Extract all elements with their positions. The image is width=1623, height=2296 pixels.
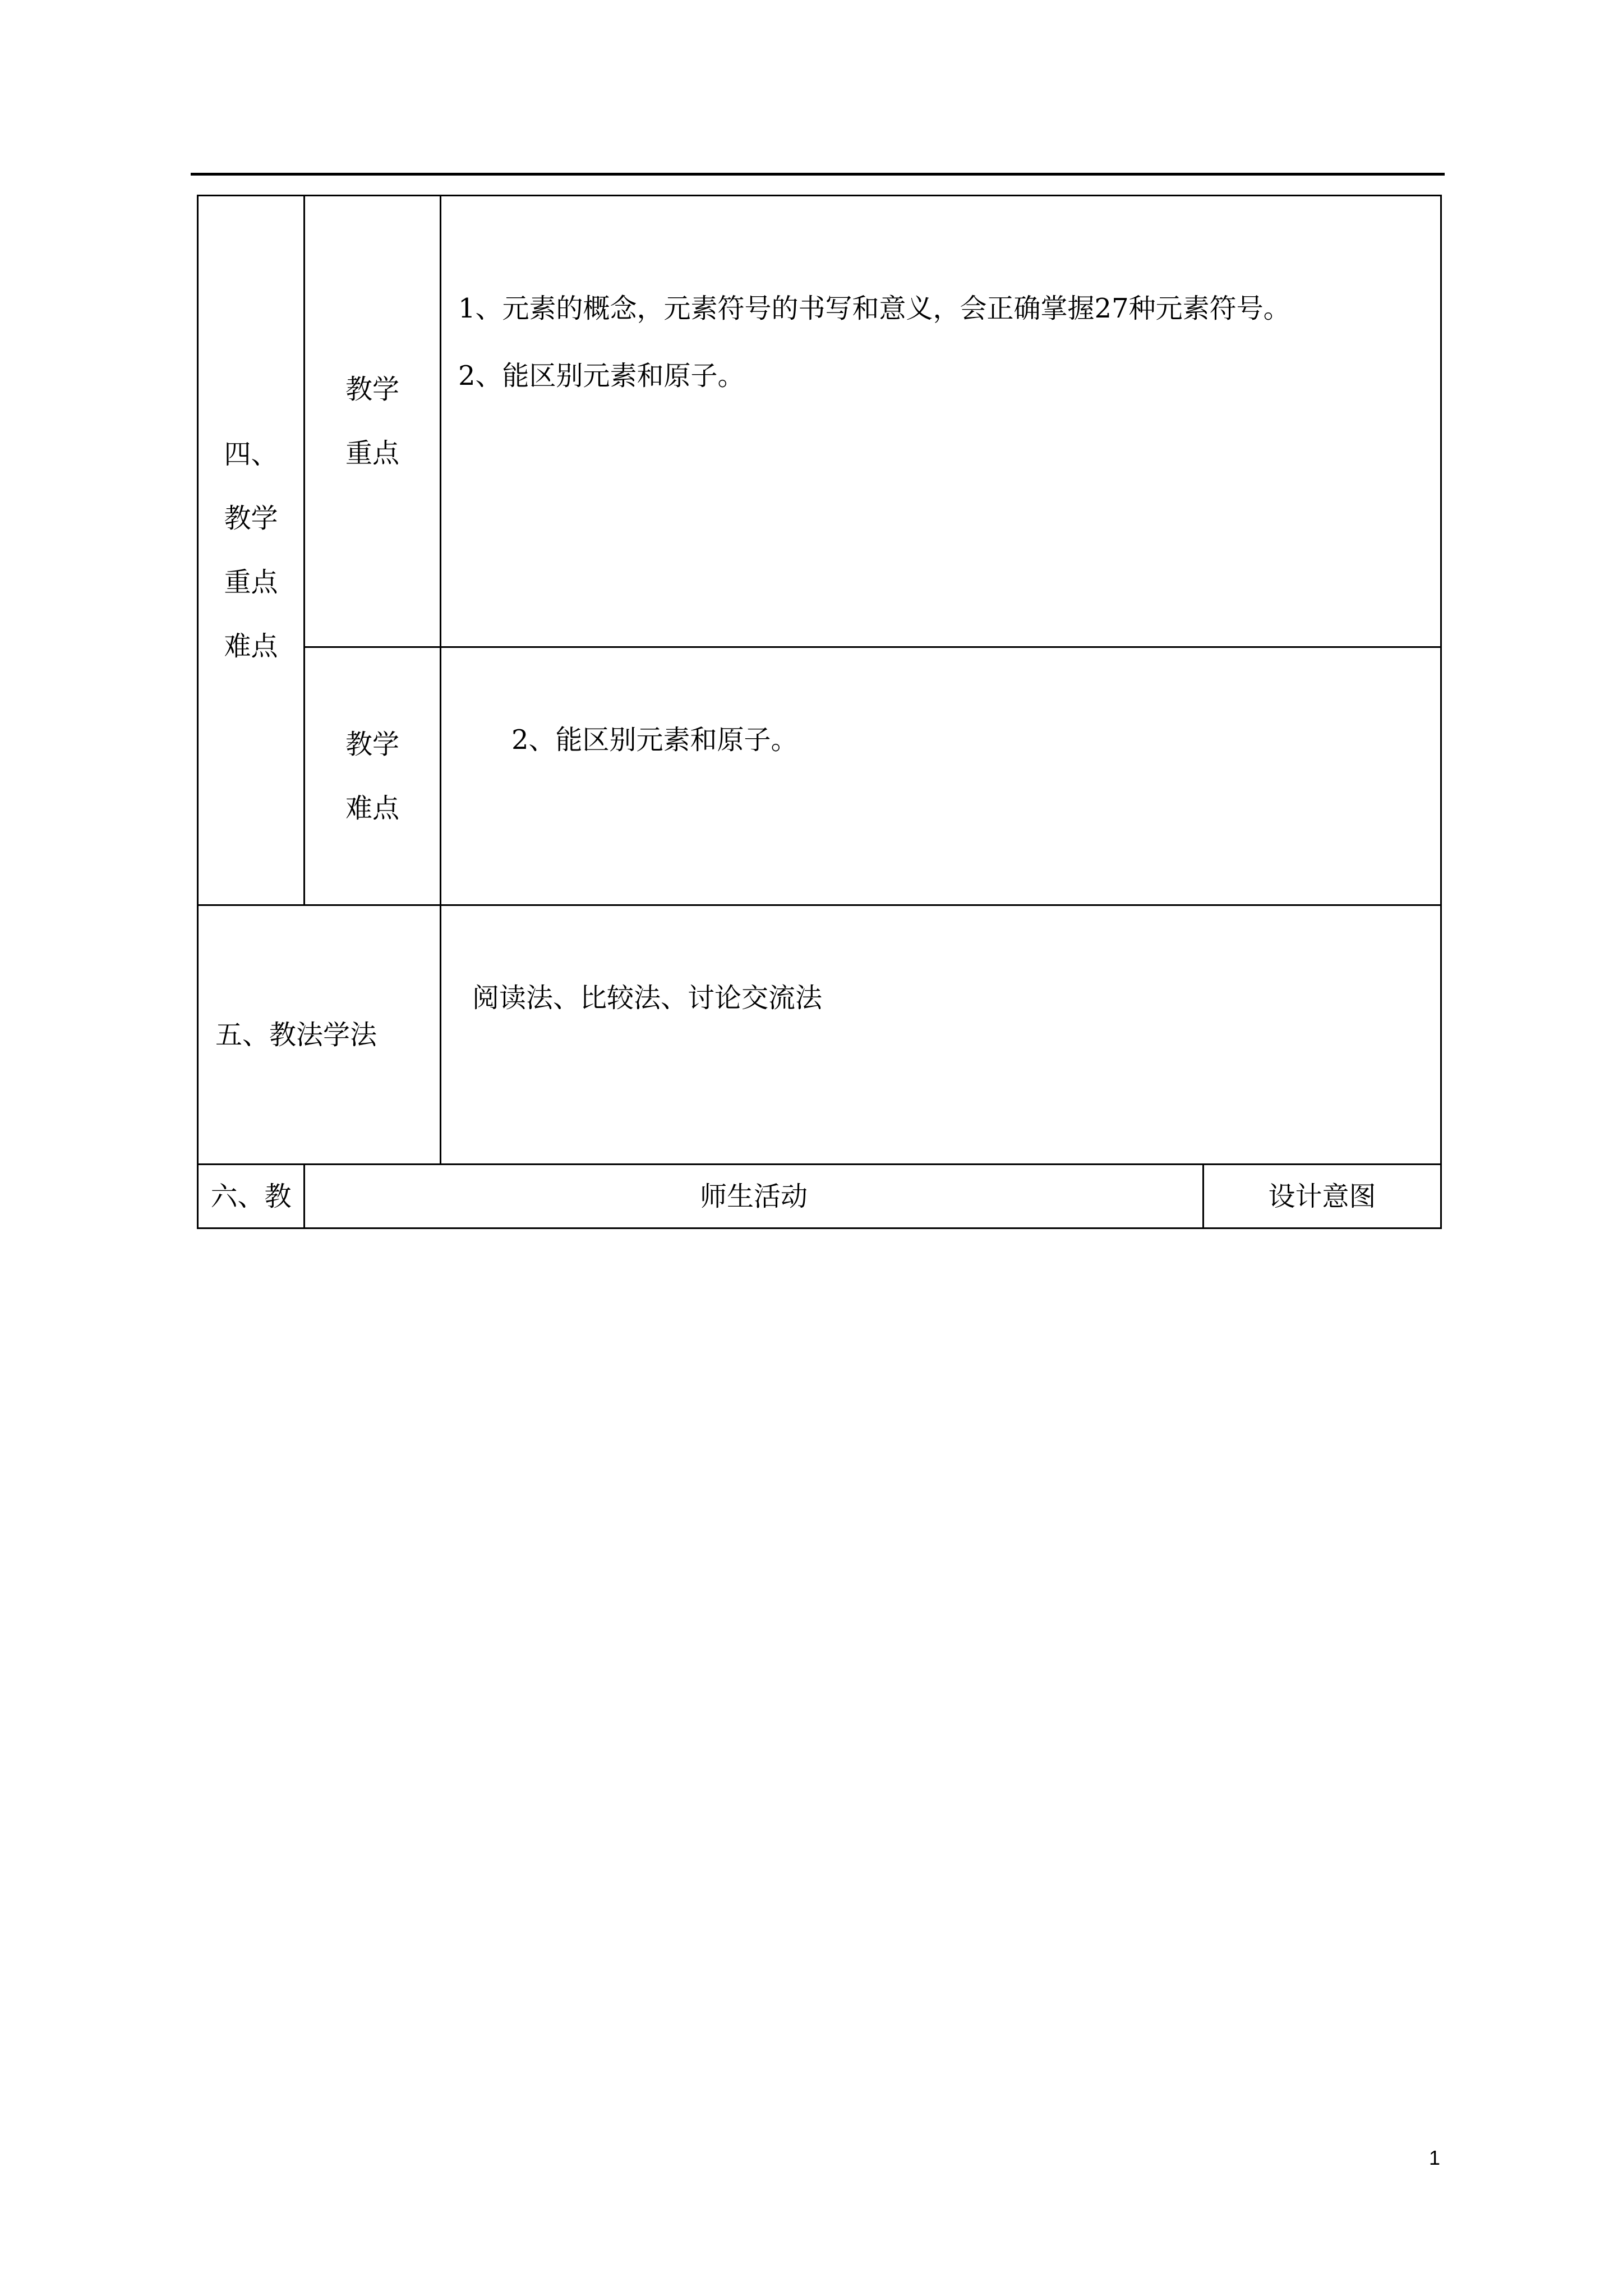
table-row bbox=[198, 647, 1441, 905]
difficult-points-content-cell bbox=[441, 647, 1441, 905]
key-point-item: 1、元素的概念，元素符号的书写和意义，会正确掌握27种元素符号。 bbox=[458, 293, 1290, 324]
difficult-point-text: 2、能区别元素和原子。 bbox=[511, 724, 798, 756]
activities-header: 师生活动 bbox=[699, 1180, 808, 1212]
intent-header: 设计意图 bbox=[1268, 1180, 1376, 1212]
section-6-label: 六、教 bbox=[210, 1180, 292, 1212]
section-5-label-cell bbox=[198, 905, 441, 1165]
key-points-label-cell bbox=[305, 196, 441, 647]
key-points-content-cell bbox=[441, 196, 1441, 647]
difficult-points-label: 教学难点 bbox=[345, 728, 399, 824]
key-point-item: 2、能区别元素和原子。 bbox=[458, 360, 745, 392]
section-5-label: 五、教法学法 bbox=[215, 1019, 377, 1051]
methods-text: 阅读法、比较法、讨论交流法 bbox=[472, 982, 823, 1014]
methods-content-cell bbox=[441, 905, 1441, 1165]
section-6-label-cell bbox=[198, 1165, 305, 1228]
table-row bbox=[198, 1165, 1441, 1228]
difficult-points-label-cell bbox=[305, 647, 441, 905]
header-rule bbox=[191, 173, 1445, 176]
section-4-label-cell bbox=[198, 196, 305, 905]
intent-header-cell bbox=[1204, 1165, 1441, 1228]
table-row bbox=[198, 905, 1441, 1165]
lesson-plan-table bbox=[197, 195, 1442, 1229]
page-number: 1 bbox=[1429, 2146, 1441, 2169]
section-4-label: 四、教学重点难点 bbox=[224, 439, 278, 662]
key-points-label: 教学重点 bbox=[345, 374, 399, 469]
activities-header-cell bbox=[305, 1165, 1204, 1228]
table-row bbox=[198, 196, 1441, 647]
